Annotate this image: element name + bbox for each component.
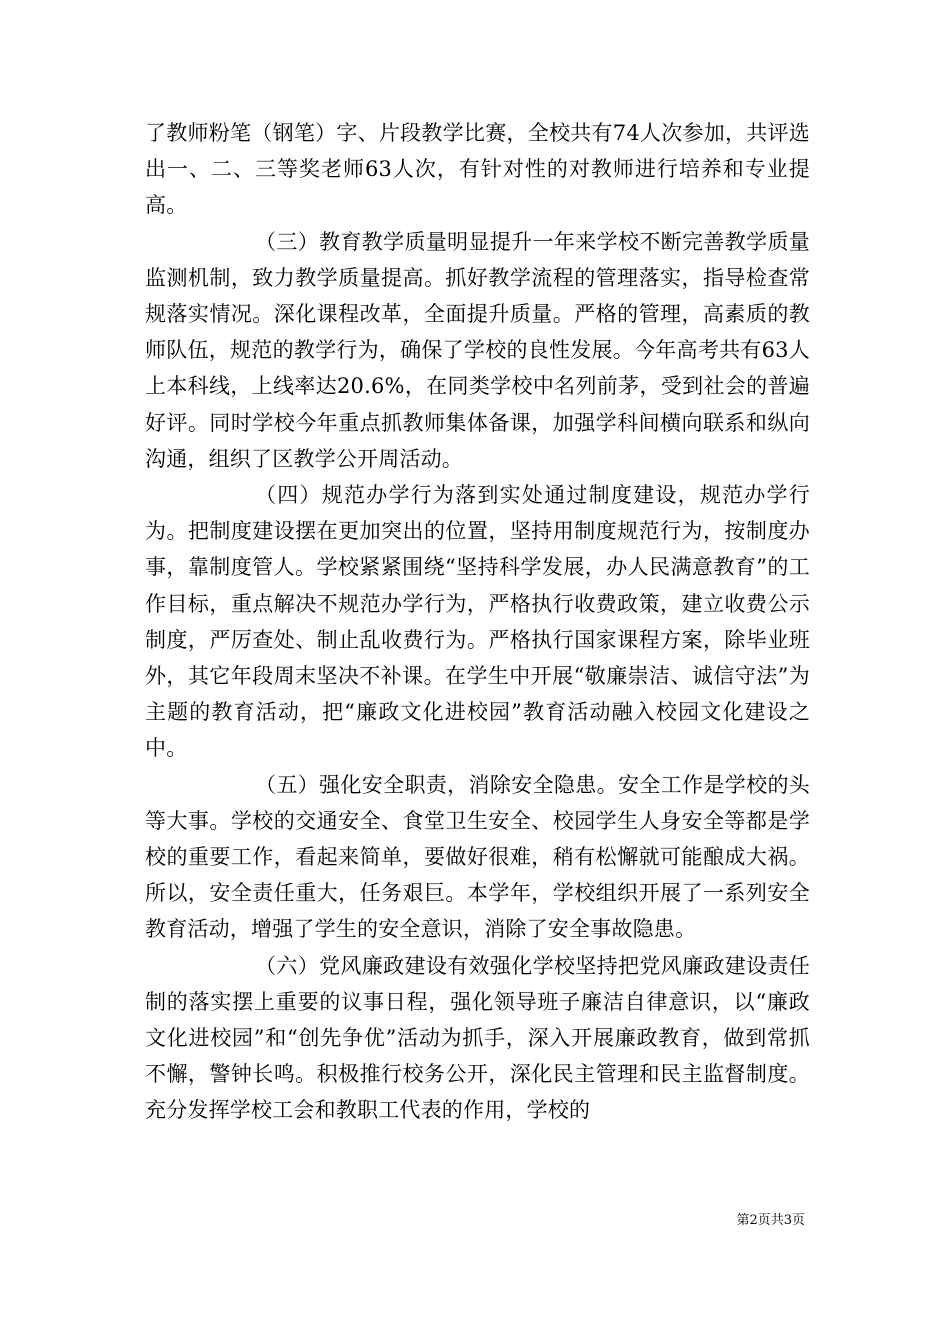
paragraph-section-4-school-regulation: （四）规范办学行为落到实处通过制度建设，规范办学行为。把制度建设摆在更加突出的位置，坚持用制度规范行为，按制度办事，靠制度管人。学校紧紧围绕“坚持科学发展，办人民满意教育”的工作目标，重点解决不规范办学行为，严格执行收费政策，建立收费公示制度，严厉查处、制止乱收费行为。严格执行国家课程方案，除毕业班外，其它年段周末坚决不补课。在学生中开展“敬廉崇洁、诚信守法”为主题的教育活动，把“廉政文化进校园”教育活动融入校园文化建设之中。 — [145, 483, 810, 761]
paragraph-continuation: 了教师粉笔（钢笔）字、片段教学比赛，全校共有74人次参加，共评选出一、二、三等奖老师63人次，有针对性的对教师进行培养和专业提高。 — [145, 121, 810, 218]
paragraph-section-5-safety: （五）强化安全职责，消除安全隐患。安全工作是学校的头等大事。学校的交通安全、食堂卫生安全、校园学生人身安全等都是学校的重要工作，看起来简单，要做好很难，稍有松懈就可能酿成大祸。所以，安全责任重大，任务艰巨。本学年，学校组织开展了一系列安全教育活动，增强了学生的安全意识，消除了安全事故隐患。 — [145, 772, 810, 942]
paragraph-section-6-integrity: （六）党风廉政建设有效强化学校坚持把党风廉政建设责任制的落实摆上重要的议事日程，强化领导班子廉洁自律意识，以“廉政文化进校园”和“创先争优”活动为抓手，深入开展廉政教育，做到常抓不懈，警钟长鸣。积极推行校务公开，深化民主管理和民主监督制度。充分发挥学校工会和教职工代表的作用，学校的 — [145, 953, 810, 1123]
document-body — [145, 115, 810, 1129]
page-number: 第2页共3页 — [736, 1213, 805, 1228]
paragraph-section-3-teaching-quality: （三）教育教学质量明显提升一年来学校不断完善教学质量监测机制，致力教学质量提高。抓好教学流程的管理落实，指导检查常规落实情况。深化课程改革，全面提升质量。严格的管理，高素质的教师队伍，规范的教学行为，确保了学校的良性发展。今年高考共有63人上本科线，上线率达20.6%，在同类学校中名列前茅，受到社会的普遍好评。同时学校今年重点抓教师集体备课，加强学科间横向联系和纵向沟通，组织了区教学公开周活动。 — [145, 229, 810, 471]
